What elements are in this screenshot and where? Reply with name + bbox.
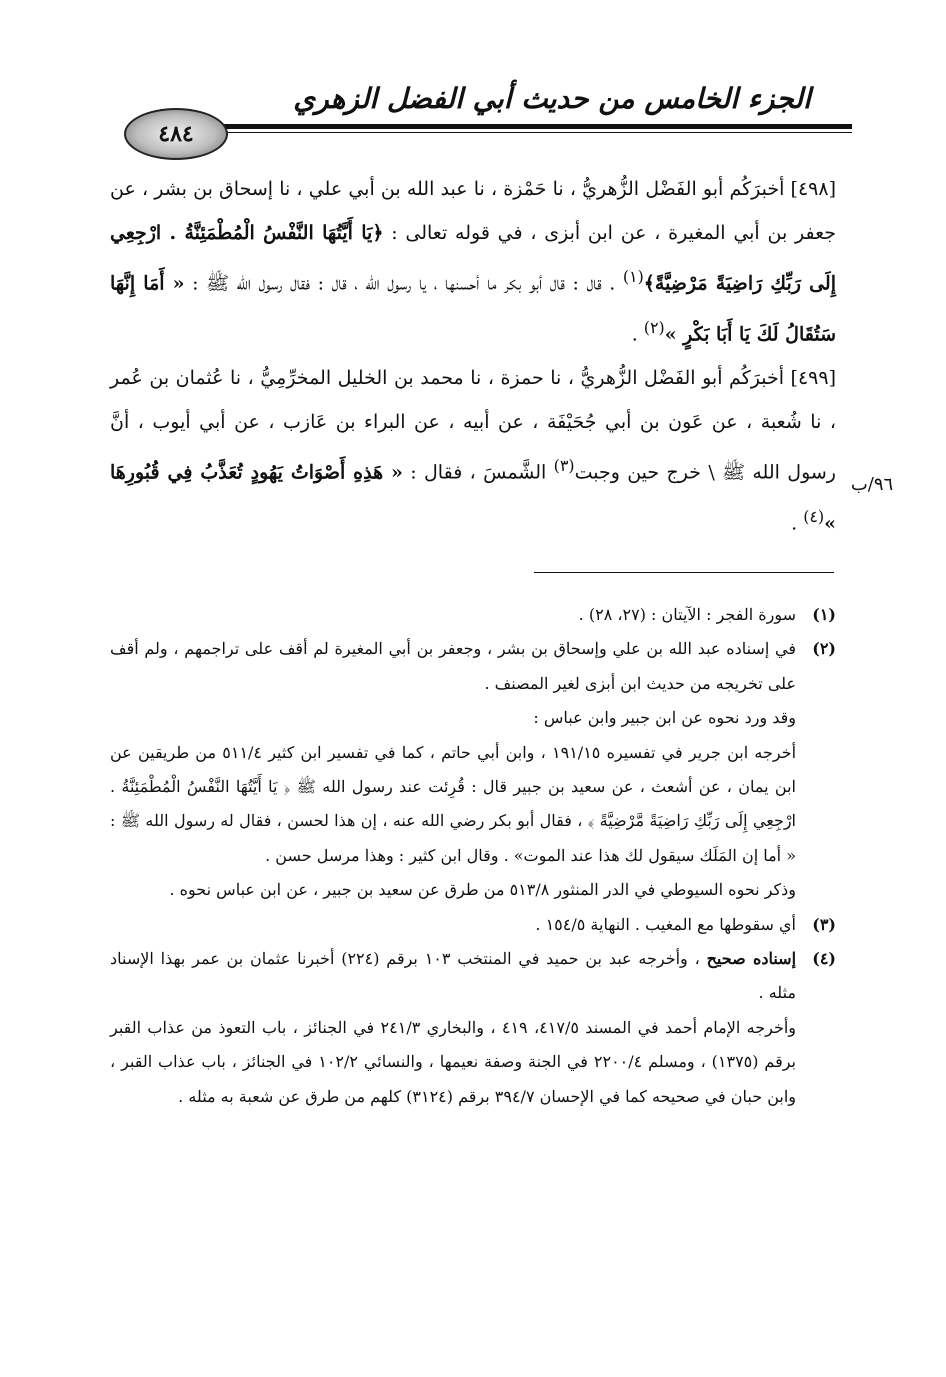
- footnote-paragraph: وذكر نحوه السيوطي في الدر المنثور ٥١٣/٨ من طرق عن سعيد بن جبير ، عن ابن عباس نحوه .: [169, 880, 796, 900]
- quran-verse: ﴿يَا أَيَّتُهَا النَّفْسُ الْمُطْمَئِنَّةُ . ارْجِعِي إِلَى رَبِّكِ رَاضِيَةً مَرْضِيَّةً﴾: [110, 221, 836, 295]
- footnote-number: (٢): [812, 639, 836, 659]
- footnote-number: (٤): [812, 949, 836, 969]
- footnote-paragraph: سورة الفجر : الآيتان : (٢٧، ٢٨) .: [578, 605, 796, 624]
- page-header: [112, 78, 852, 158]
- footnote-body: [110, 598, 796, 632]
- footnotes: [110, 598, 836, 1114]
- footnote-paragraph: [110, 942, 796, 1011]
- header-rule-thin: [224, 132, 852, 133]
- page-number-badge: [124, 108, 228, 160]
- footnote-paragraph: وأخرجه الإمام أحمد في المسند ٤١٧/٥، ٤١٩ ، والبخاري ٢٤١/٣ في الجنائز ، باب التعوذ من عذاب القبر برقم (١٣٧٥) ، ومسلم ٢٢٠٠/٤ في الجنة وصفة نعيمها ، والنسائي ١٠٢/٢ في الجنائز ، باب عذاب القبر ، وابن حبان في صحيحه كما في الإحسان ٣٩٤/٧ برقم (٣١٢٤) كلهم من طرق عن شعبة به مثله .: [110, 1017, 797, 1106]
- footnote-text: ، وأخرجه عبد بن حميد في المنتخب ١٠٣ برقم (٢٢٤) أخبرنا عثمان بن عمر بهذا الإسناد مثله .: [110, 949, 796, 1003]
- footnote-paragraph: في إسناده عبد الله بن علي وإسحاق بن بشر ، وجعفر بن أبي المغيرة لم أقف على تراجمهم ، ولم أقف على تخريجه من حديث ابن أبزى لغير المصنف .: [110, 639, 796, 693]
- header-rule-thick: [224, 124, 852, 129]
- footnote-paragraph: أخرجه ابن جرير في تفسيره ١٩١/١٥ ، وابن أبي حاتم ، كما في تفسير ابن كثير ٥١١/٤ من طريقين عن ابن يمان ، عن أشعث ، عن سعيد بن جبير قال : قُرِئت عند رسول الله ﷺ ﴿ يَا أَيَّتُهَا النَّفْسُ الْمُطْمَئِنَّةُ . ارْجِعِي إِلَى رَبِّكِ رَاضِيَةً مَّرْضِيَّةً ﴾ ، فقال أبو بكر رضي الله عنه ، إن هذا لحسن ، فقال له رسول الله ﷺ : « أما إن المَلَك سيقول لك هذا عند الموت» . وقال ابن كثير : وهذا مرسل حسن .: [110, 742, 797, 865]
- footnote-body: [110, 942, 796, 1114]
- footnote-1: [110, 598, 836, 632]
- hadith-499: [110, 357, 836, 546]
- hadith-499-intro: [٤٩٩] أخبرَكُم أبو الفَضْل الزُّهريُّ ، نا حمزة ، نا محمد بن الخليل المخرِّمِيُّ ، نا عُثمان بن عُمر ، نا شُعبة ، عن عَون بن أبي جُحَيْفَة ، عن أبيه ، عن البراء بن عَازب ، عن أبي أيوب ، أنَّ رسول الله ﷺ \ خرج حين وجبت: [110, 367, 836, 484]
- hadith-498-middle: . قال : قال أبو بكر ما أحسنها ، يا رسول الله ، قال : فقال رسول الله ﷺ :: [192, 272, 616, 295]
- footnote-ref-1[interactable]: (١): [622, 267, 644, 287]
- footnote-4: [110, 942, 836, 1114]
- footnote-paragraph: وقد ورد نحوه عن ابن جبير وابن عباس :: [533, 708, 796, 728]
- footnote-body: [110, 908, 796, 942]
- footnote-number: (١): [812, 605, 836, 624]
- hadith-498-end: .: [631, 323, 638, 346]
- page-number: ٤٨٤: [158, 121, 194, 147]
- main-text: [110, 168, 836, 546]
- prophetic-saying: « هَذِهِ أَصْوَاتُ يَهُودٍ تُعَذَّبُ فِي قُبُورِهَا »: [110, 461, 836, 535]
- footnote-number: (٣): [812, 914, 836, 934]
- footnote-body: [110, 632, 796, 907]
- running-header-title: الجزء الخامس من حديث أبي الفضل الزهري: [293, 82, 811, 115]
- footnote-ref-4[interactable]: (٤): [803, 507, 825, 527]
- footnote-paragraph: أي سقوطها مع المغيب . النهاية ١٥٤/٥ .: [535, 914, 796, 934]
- grading-label: إسناده صحيح: [706, 949, 797, 969]
- footnote-2: [110, 632, 836, 907]
- hadith-499-middle: الشَّمسَ ، فقال :: [410, 461, 547, 484]
- footnote-ref-2[interactable]: (٢): [643, 318, 665, 338]
- footnote-separator: [534, 572, 834, 573]
- hadith-498-intro: [٤٩٨] أخبرَكُم أبو الفَضْل الزُّهريُّ ، نا حَمْزة ، نا عبد الله بن أبي علي ، نا إسحاق بن بشر ، عن جعفر بن أبي المغيرة ، عن ابن أبزى ، في قوله تعالى :: [110, 178, 836, 244]
- hadith-499-end: .: [791, 512, 798, 535]
- footnote-ref-3[interactable]: (٣): [553, 456, 575, 476]
- prophetic-saying: « أَمَا إِنَّهَا سَتُقَالُ لَكَ يَا أَبَا بَكْرٍ »: [110, 272, 836, 346]
- manuscript-folio-note: ٩٦/ب: [850, 474, 894, 495]
- footnote-3: [110, 908, 836, 942]
- hadith-498: [110, 168, 836, 357]
